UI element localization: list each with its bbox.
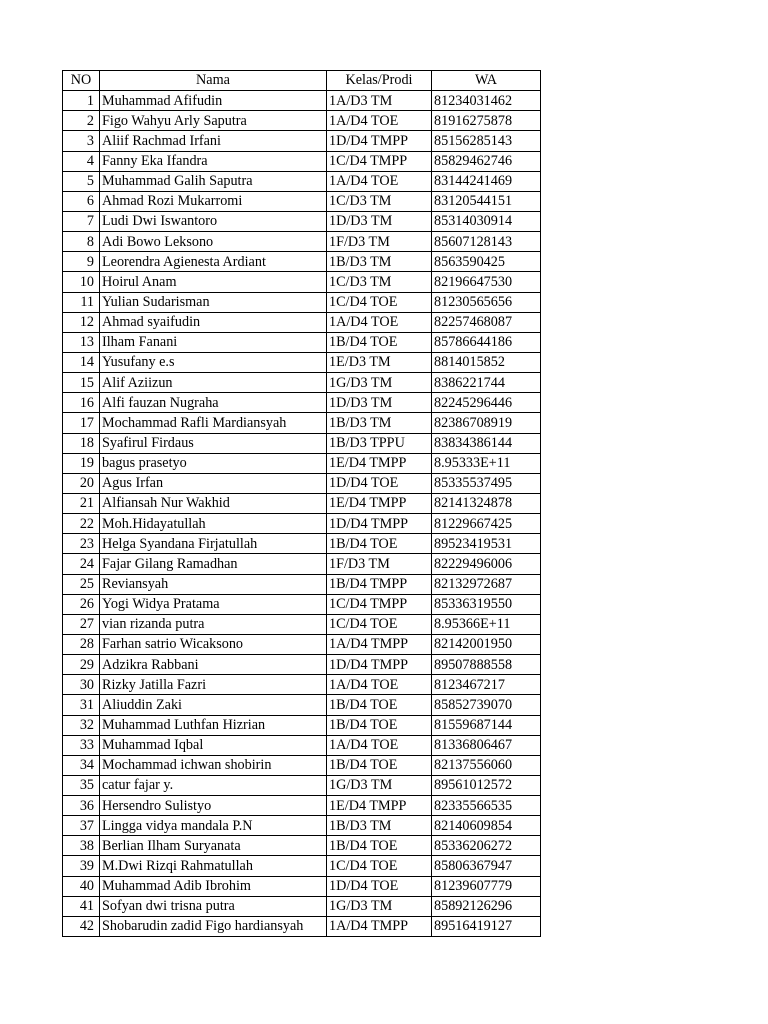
row-number: 40 <box>63 876 100 896</box>
student-name: Ahmad syaifudin <box>100 312 327 332</box>
student-name: Ludi Dwi Iswantoro <box>100 211 327 231</box>
table-row <box>63 493 541 513</box>
table-row <box>63 735 541 755</box>
student-name: Alfi fauzan Nugraha <box>100 393 327 413</box>
student-name: Sofyan dwi trisna putra <box>100 896 327 916</box>
whatsapp-number: 85852739070 <box>432 695 541 715</box>
whatsapp-number: 83834386144 <box>432 433 541 453</box>
student-name: Yusufany e.s <box>100 352 327 372</box>
whatsapp-number: 81336806467 <box>432 735 541 755</box>
whatsapp-number: 85336319550 <box>432 594 541 614</box>
table-row <box>63 252 541 272</box>
class-program: 1B/D4 TOE <box>327 534 432 554</box>
row-number: 21 <box>63 493 100 513</box>
student-name: Reviansyah <box>100 574 327 594</box>
student-name: Muhammad Adib Ibrohim <box>100 876 327 896</box>
table-row <box>63 111 541 131</box>
class-program: 1G/D3 TM <box>327 896 432 916</box>
row-number: 30 <box>63 675 100 695</box>
student-name: Lingga vidya mandala P.N <box>100 816 327 836</box>
row-number: 10 <box>63 272 100 292</box>
whatsapp-number: 85806367947 <box>432 856 541 876</box>
whatsapp-number: 89523419531 <box>432 534 541 554</box>
whatsapp-number: 81559687144 <box>432 715 541 735</box>
row-number: 19 <box>63 453 100 473</box>
table-row <box>63 896 541 916</box>
class-program: 1A/D4 TOE <box>327 312 432 332</box>
class-program: 1G/D3 TM <box>327 373 432 393</box>
row-number: 28 <box>63 634 100 654</box>
class-program: 1D/D4 TOE <box>327 473 432 493</box>
class-program: 1C/D4 TOE <box>327 292 432 312</box>
student-name: Yulian Sudarisman <box>100 292 327 312</box>
whatsapp-number: 85607128143 <box>432 232 541 252</box>
row-number: 5 <box>63 171 100 191</box>
class-program: 1A/D3 TM <box>327 91 432 111</box>
row-number: 39 <box>63 856 100 876</box>
table-row <box>63 574 541 594</box>
whatsapp-number: 82141324878 <box>432 493 541 513</box>
table-row <box>63 191 541 211</box>
class-program: 1A/D4 TOE <box>327 675 432 695</box>
table-row <box>63 393 541 413</box>
table-row <box>63 473 541 493</box>
class-program: 1A/D4 TMPP <box>327 634 432 654</box>
whatsapp-number: 81229667425 <box>432 514 541 534</box>
table-row <box>63 675 541 695</box>
row-number: 27 <box>63 614 100 634</box>
row-number: 2 <box>63 111 100 131</box>
student-name: Leorendra Agienesta Ardiant <box>100 252 327 272</box>
student-name: bagus prasetyo <box>100 453 327 473</box>
whatsapp-number: 89516419127 <box>432 916 541 936</box>
whatsapp-number: 82142001950 <box>432 634 541 654</box>
student-name: Adzikra Rabbani <box>100 655 327 675</box>
whatsapp-number: 81230565656 <box>432 292 541 312</box>
whatsapp-number: 82140609854 <box>432 816 541 836</box>
student-name: Syafirul Firdaus <box>100 433 327 453</box>
student-name: Muhammad Iqbal <box>100 735 327 755</box>
whatsapp-number: 85156285143 <box>432 131 541 151</box>
class-program: 1F/D3 TM <box>327 554 432 574</box>
row-number: 41 <box>63 896 100 916</box>
whatsapp-number: 82137556060 <box>432 755 541 775</box>
class-program: 1B/D4 TOE <box>327 695 432 715</box>
whatsapp-number: 8386221744 <box>432 373 541 393</box>
table-row <box>63 816 541 836</box>
row-number: 14 <box>63 352 100 372</box>
table-row <box>63 332 541 352</box>
whatsapp-number: 85314030914 <box>432 211 541 231</box>
student-name: Aliuddin Zaki <box>100 695 327 715</box>
whatsapp-number: 81234031462 <box>432 91 541 111</box>
table-row <box>63 453 541 473</box>
whatsapp-number: 82386708919 <box>432 413 541 433</box>
table-row <box>63 775 541 795</box>
row-number: 34 <box>63 755 100 775</box>
table-row <box>63 796 541 816</box>
class-program: 1E/D4 TMPP <box>327 796 432 816</box>
student-name: Muhammad Afifudin <box>100 91 327 111</box>
student-name: Ilham Fanani <box>100 332 327 352</box>
row-number: 38 <box>63 836 100 856</box>
student-name: Adi Bowo Leksono <box>100 232 327 252</box>
table-row <box>63 211 541 231</box>
whatsapp-number: 82229496006 <box>432 554 541 574</box>
class-program: 1E/D3 TM <box>327 352 432 372</box>
class-program: 1C/D3 TM <box>327 191 432 211</box>
student-name: Muhammad Luthfan Hizrian <box>100 715 327 735</box>
class-program: 1A/D4 TOE <box>327 735 432 755</box>
student-name: Helga Syandana Firjatullah <box>100 534 327 554</box>
row-number: 18 <box>63 433 100 453</box>
class-program: 1D/D4 TOE <box>327 876 432 896</box>
row-number: 24 <box>63 554 100 574</box>
row-number: 11 <box>63 292 100 312</box>
table-row <box>63 514 541 534</box>
table-row <box>63 352 541 372</box>
row-number: 6 <box>63 191 100 211</box>
table-header <box>63 71 541 91</box>
student-name: Shobarudin zadid Figo hardiansyah <box>100 916 327 936</box>
whatsapp-number: 82335566535 <box>432 796 541 816</box>
row-number: 12 <box>63 312 100 332</box>
header-wa: WA <box>432 71 541 91</box>
table-row <box>63 594 541 614</box>
class-program: 1B/D3 TM <box>327 252 432 272</box>
student-name: M.Dwi Rizqi Rahmatullah <box>100 856 327 876</box>
class-program: 1C/D4 TMPP <box>327 594 432 614</box>
table-row <box>63 916 541 936</box>
whatsapp-number: 85786644186 <box>432 332 541 352</box>
class-program: 1D/D4 TMPP <box>327 514 432 534</box>
student-name: Figo Wahyu Arly Saputra <box>100 111 327 131</box>
whatsapp-number: 83120544151 <box>432 191 541 211</box>
student-name: Mochammad ichwan shobirin <box>100 755 327 775</box>
header-row <box>63 71 541 91</box>
class-program: 1B/D3 TM <box>327 816 432 836</box>
student-name: Moh.Hidayatullah <box>100 514 327 534</box>
row-number: 31 <box>63 695 100 715</box>
class-program: 1C/D4 TOE <box>327 614 432 634</box>
row-number: 20 <box>63 473 100 493</box>
row-number: 42 <box>63 916 100 936</box>
row-number: 26 <box>63 594 100 614</box>
student-name: Hoirul Anam <box>100 272 327 292</box>
class-program: 1G/D3 TM <box>327 775 432 795</box>
student-name: Alif Aziizun <box>100 373 327 393</box>
header-kelas: Kelas/Prodi <box>327 71 432 91</box>
student-name: Alfiansah Nur Wakhid <box>100 493 327 513</box>
row-number: 9 <box>63 252 100 272</box>
row-number: 4 <box>63 151 100 171</box>
student-name: Aliif Rachmad Irfani <box>100 131 327 151</box>
header-no: NO <box>63 71 100 91</box>
class-program: 1C/D4 TMPP <box>327 151 432 171</box>
table-row <box>63 655 541 675</box>
row-number: 35 <box>63 775 100 795</box>
table-row <box>63 131 541 151</box>
student-name: Berlian Ilham Suryanata <box>100 836 327 856</box>
whatsapp-number: 83144241469 <box>432 171 541 191</box>
class-program: 1C/D4 TOE <box>327 856 432 876</box>
class-program: 1D/D4 TMPP <box>327 655 432 675</box>
row-number: 13 <box>63 332 100 352</box>
row-number: 15 <box>63 373 100 393</box>
student-name: Mochammad Rafli Mardiansyah <box>100 413 327 433</box>
table-row <box>63 755 541 775</box>
table-row <box>63 151 541 171</box>
whatsapp-number: 82132972687 <box>432 574 541 594</box>
table-row <box>63 554 541 574</box>
table-row <box>63 634 541 654</box>
class-program: 1A/D4 TOE <box>327 111 432 131</box>
whatsapp-number: 8.95366E+11 <box>432 614 541 634</box>
class-program: 1B/D3 TPPU <box>327 433 432 453</box>
table-row <box>63 856 541 876</box>
table-row <box>63 232 541 252</box>
student-name: Fanny Eka Ifandra <box>100 151 327 171</box>
whatsapp-number: 82245296446 <box>432 393 541 413</box>
whatsapp-number: 85829462746 <box>432 151 541 171</box>
class-program: 1E/D4 TMPP <box>327 493 432 513</box>
table-row <box>63 373 541 393</box>
row-number: 33 <box>63 735 100 755</box>
row-number: 32 <box>63 715 100 735</box>
row-number: 37 <box>63 816 100 836</box>
class-program: 1F/D3 TM <box>327 232 432 252</box>
whatsapp-number: 89507888558 <box>432 655 541 675</box>
class-program: 1B/D4 TOE <box>327 755 432 775</box>
student-name: vian rizanda putra <box>100 614 327 634</box>
header-name: Nama <box>100 71 327 91</box>
student-name: Fajar Gilang Ramadhan <box>100 554 327 574</box>
class-program: 1D/D3 TM <box>327 211 432 231</box>
class-program: 1C/D3 TM <box>327 272 432 292</box>
student-roster-table <box>62 70 541 937</box>
row-number: 36 <box>63 796 100 816</box>
table-row <box>63 413 541 433</box>
class-program: 1D/D4 TMPP <box>327 131 432 151</box>
class-program: 1D/D3 TM <box>327 393 432 413</box>
table-row <box>63 695 541 715</box>
whatsapp-number: 8.95333E+11 <box>432 453 541 473</box>
student-name: Ahmad Rozi Mukarromi <box>100 191 327 211</box>
table-row <box>63 312 541 332</box>
table-body <box>63 91 541 937</box>
class-program: 1A/D4 TMPP <box>327 916 432 936</box>
class-program: 1E/D4 TMPP <box>327 453 432 473</box>
row-number: 17 <box>63 413 100 433</box>
row-number: 1 <box>63 91 100 111</box>
whatsapp-number: 8563590425 <box>432 252 541 272</box>
table-row <box>63 171 541 191</box>
table-row <box>63 91 541 111</box>
whatsapp-number: 81239607779 <box>432 876 541 896</box>
row-number: 8 <box>63 232 100 252</box>
whatsapp-number: 85892126296 <box>432 896 541 916</box>
student-name: Hersendro Sulistyo <box>100 796 327 816</box>
whatsapp-number: 85335537495 <box>432 473 541 493</box>
table-row <box>63 272 541 292</box>
student-name: Yogi Widya Pratama <box>100 594 327 614</box>
row-number: 22 <box>63 514 100 534</box>
student-name: Farhan satrio Wicaksono <box>100 634 327 654</box>
student-name: Muhammad Galih Saputra <box>100 171 327 191</box>
whatsapp-number: 81916275878 <box>432 111 541 131</box>
student-name: Rizky Jatilla Fazri <box>100 675 327 695</box>
table-row <box>63 534 541 554</box>
table-row <box>63 876 541 896</box>
whatsapp-number: 82196647530 <box>432 272 541 292</box>
class-program: 1B/D4 TOE <box>327 715 432 735</box>
whatsapp-number: 89561012572 <box>432 775 541 795</box>
student-name: catur fajar y. <box>100 775 327 795</box>
student-name: Agus Irfan <box>100 473 327 493</box>
table-row <box>63 836 541 856</box>
table-row <box>63 433 541 453</box>
whatsapp-number: 8814015852 <box>432 352 541 372</box>
table-row <box>63 292 541 312</box>
class-program: 1B/D4 TOE <box>327 332 432 352</box>
class-program: 1B/D4 TOE <box>327 836 432 856</box>
class-program: 1B/D3 TM <box>327 413 432 433</box>
row-number: 16 <box>63 393 100 413</box>
row-number: 7 <box>63 211 100 231</box>
whatsapp-number: 82257468087 <box>432 312 541 332</box>
whatsapp-number: 8123467217 <box>432 675 541 695</box>
row-number: 25 <box>63 574 100 594</box>
whatsapp-number: 85336206272 <box>432 836 541 856</box>
table-row <box>63 715 541 735</box>
row-number: 29 <box>63 655 100 675</box>
class-program: 1B/D4 TMPP <box>327 574 432 594</box>
table-row <box>63 614 541 634</box>
class-program: 1A/D4 TOE <box>327 171 432 191</box>
row-number: 3 <box>63 131 100 151</box>
row-number: 23 <box>63 534 100 554</box>
